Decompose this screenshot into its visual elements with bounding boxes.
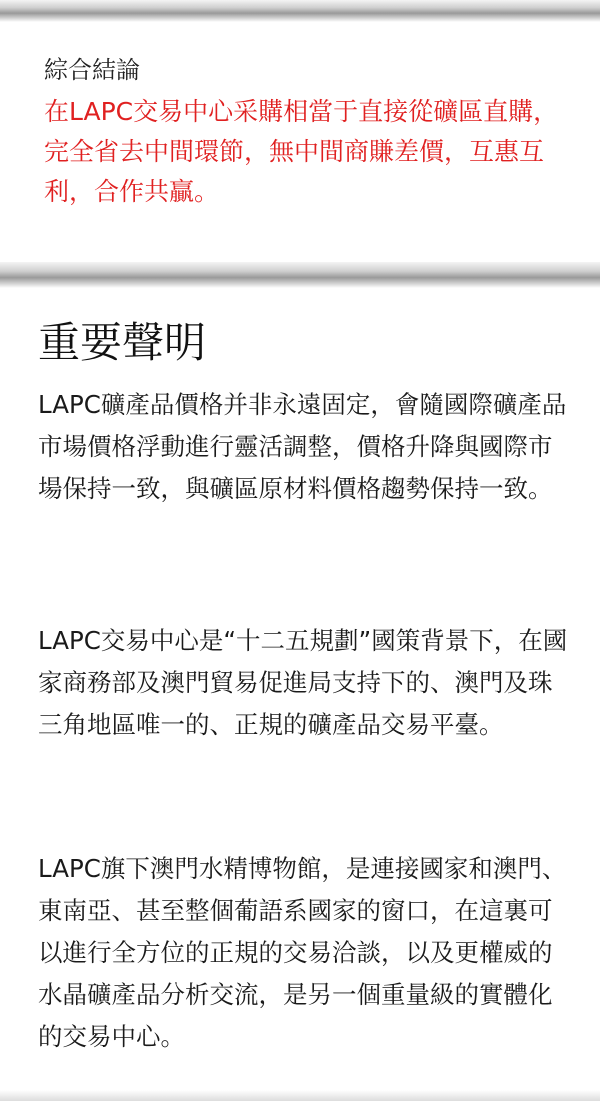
bottom-edge [0, 1090, 600, 1101]
statement-title: 重要聲明 [38, 318, 207, 367]
summary-text: 在LAPC交易中心采購相當于直接從礦區直購，完全省去中間環節，無中間商賺差價，互惠互利，合作共贏。 [44, 97, 559, 206]
summary-section [0, 22, 600, 262]
top-divider-bar [0, 0, 600, 22]
statement-paragraph-museum: LAPC旗下澳門水精博物館，是連接國家和澳門、東南亞、甚至整個葡語系國家的窗口，在這裏可以進行全方位的正規的交易洽談，以及更權威的水晶礦產品分析交流，是另一個重量級的實體化的交易中心。 [38, 854, 567, 1051]
summary-heading: 綜合結論 [44, 56, 140, 84]
statement-paragraph-price: LAPC礦產品價格并非永遠固定，會隨國際礦產品市場價格浮動進行靈活調整，價格升降與國際市場保持一致，與礦區原材料價格趨勢保持一致。 [38, 390, 567, 503]
middle-divider-bar [0, 262, 600, 288]
statement-paragraph-center: LAPC交易中心是“十二五規劃”國策背景下，在國家商務部及澳門貿易促進局支持下的、澳門及珠三角地區唯一的、正規的礦產品交易平臺。 [38, 626, 568, 739]
